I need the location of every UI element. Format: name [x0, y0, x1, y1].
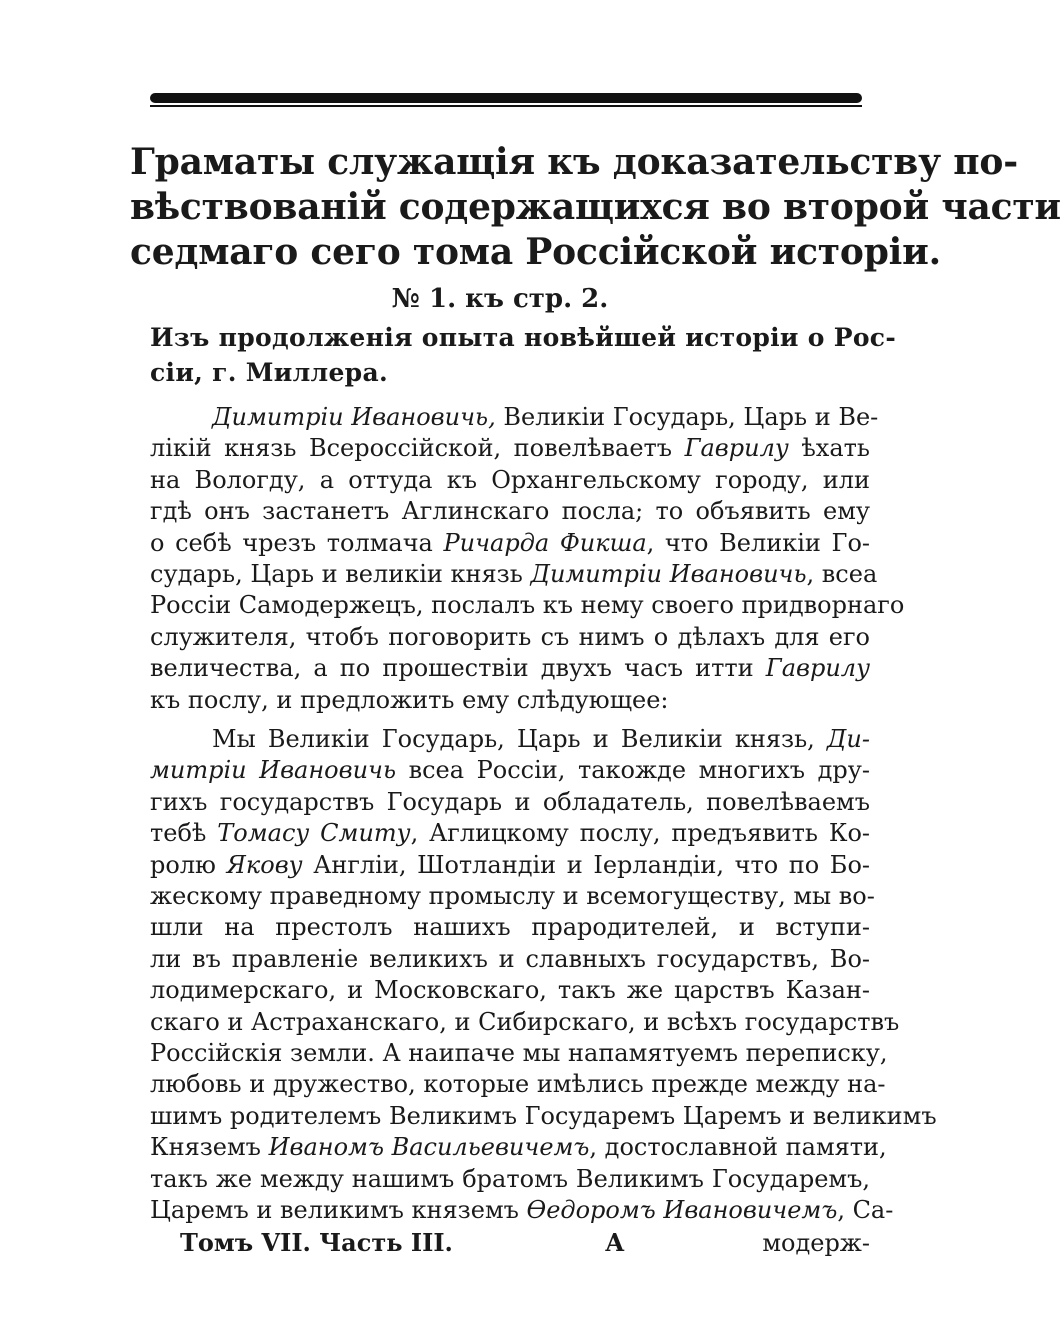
- text-segment: всеа Россіи, такожде многихъ дру-: [396, 756, 870, 785]
- italic-name: Ричарда Фикша: [443, 528, 647, 557]
- source-line: Изъ продолженія опыта новѣйшей исторіи о Рос-: [150, 323, 897, 352]
- header-rule: [150, 93, 862, 103]
- text-line: [150, 559, 878, 590]
- text-line: [150, 724, 870, 755]
- text-segment: служителя, чтобъ поговорить съ нимъ о дѣлахъ для его: [150, 622, 870, 651]
- text-segment: Великіи Государь, Царь и Ве-: [495, 403, 879, 431]
- text-segment: тебѣ: [150, 819, 218, 848]
- text-segment: Царемъ и великимъ княземъ: [150, 1196, 527, 1225]
- text-segment: скаго и Астраханскаго, и Сибирскаго, и всѣхъ государствъ: [150, 1007, 900, 1036]
- text-segment: ли въ правленіе великихъ и славныхъ государствъ, Во-: [150, 944, 870, 973]
- signature-mark: А: [605, 1228, 625, 1257]
- text-segment: лодимерскаго, и Московскаго, такъ же царствъ Казан-: [150, 976, 870, 1005]
- text-segment: Россійскія земли. А наипаче мы напамятуемъ переписку,: [150, 1039, 888, 1068]
- catchword: модерж-: [762, 1229, 870, 1257]
- text-line: [150, 653, 870, 684]
- italic-name: Гаврилу: [765, 654, 870, 683]
- text-segment: любовь и дружество, которые имѣлись прежде между на-: [150, 1070, 886, 1099]
- page-title: [130, 140, 1061, 275]
- text-line: [150, 787, 870, 818]
- title-line: Граматы служащія къ доказательству по-: [130, 141, 1018, 183]
- text-line: [150, 1101, 937, 1132]
- text-segment: шли на престолъ нашихъ прародителей, и вступи-: [150, 913, 870, 942]
- italic-name: Гаврилу: [684, 434, 789, 463]
- paragraph-1: [150, 402, 905, 716]
- document-number: № 1. къ стр. 2.: [391, 284, 609, 314]
- text-line: [150, 975, 870, 1006]
- italic-name: Якову: [226, 850, 303, 879]
- text-line: [150, 755, 870, 786]
- text-line: [150, 881, 875, 912]
- text-line: [150, 528, 870, 559]
- text-line: [150, 590, 905, 621]
- text-segment: величества, а по прошествіи двухъ часъ итти: [150, 654, 766, 683]
- text-line: [150, 1038, 888, 1069]
- text-segment: на Вологду, а оттуда къ Орхангельскому городу, или: [150, 465, 870, 494]
- italic-name: Димитріи Ивановичь,: [212, 403, 496, 431]
- text-line: [150, 1007, 900, 1038]
- text-line: [150, 465, 870, 496]
- text-segment: о себѣ чрезъ толмача: [150, 528, 444, 557]
- text-segment: Княземъ: [150, 1133, 269, 1162]
- italic-name: митріи Ивановичь: [150, 756, 397, 785]
- text-segment: , Аглицкому послу, предъявить Ко-: [410, 819, 870, 848]
- text-line: [150, 1069, 886, 1100]
- italic-name: Томасу Смиту: [217, 819, 411, 848]
- italic-name: Димитріи Ивановичь: [530, 560, 807, 589]
- text-segment: жескому праведному промыслу и всемогуществу, мы во-: [150, 882, 875, 911]
- italic-name: Иваномъ Васильевичемъ: [268, 1133, 590, 1162]
- text-segment: , всеа: [806, 560, 878, 589]
- text-segment: , достославной памяти,: [589, 1133, 887, 1162]
- italic-name: Ди-: [826, 725, 870, 753]
- text-line: [150, 1132, 887, 1163]
- text-segment: ролю: [150, 850, 227, 879]
- source-heading: [150, 320, 897, 390]
- italic-name: Ѳедоромъ Ивановичемъ: [526, 1196, 838, 1225]
- text-line: [150, 818, 870, 849]
- text-segment: такъ же между нашимъ братомъ Великимъ Государемъ,: [150, 1164, 870, 1193]
- text-segment: Англіи, Шотландіи и Іерландіи, что по Бо-: [302, 850, 870, 879]
- text-segment: лікій князь Всероссійской, повелѣваетъ: [150, 434, 685, 463]
- text-line: [150, 1195, 894, 1226]
- title-line: вѣствованій содержащихся во второй части: [130, 186, 1061, 228]
- text-line: [150, 622, 870, 653]
- paragraph-2: [150, 724, 937, 1227]
- text-line: [150, 402, 879, 433]
- text-line: [150, 433, 870, 464]
- text-line: [150, 496, 870, 527]
- text-segment: шимъ родителемъ Великимъ Государемъ Царемъ и великимъ: [150, 1101, 937, 1130]
- title-line: седмаго сего тома Россійской исторіи.: [130, 231, 941, 273]
- text-segment: къ послу, и предложить ему слѣдующее:: [150, 685, 669, 714]
- volume-signature: Томъ VII. Часть III.: [180, 1228, 453, 1257]
- page-footer: [150, 1226, 870, 1260]
- text-segment: Мы Великіи Государь, Царь и Великіи князь,: [212, 725, 827, 753]
- text-segment: гдѣ онъ застанетъ Аглинскаго посла; то объявить ему: [150, 497, 870, 526]
- text-line: [150, 912, 870, 943]
- text-segment: Россіи Самодержецъ, послалъ къ нему своего придворнаго: [150, 591, 905, 620]
- text-line: [150, 850, 870, 881]
- source-line: сіи, г. Миллера.: [150, 358, 388, 387]
- text-line: [150, 1164, 870, 1195]
- text-line: [150, 944, 870, 975]
- text-segment: , Са-: [837, 1196, 894, 1225]
- text-segment: гихъ государствъ Государь и обладатель, повелѣваемъ: [150, 787, 870, 816]
- text-segment: ѣхать: [788, 434, 870, 463]
- text-segment: , что Великіи Го-: [646, 528, 870, 557]
- text-line: [150, 685, 870, 716]
- text-segment: сударь, Царь и великіи князь: [150, 560, 531, 589]
